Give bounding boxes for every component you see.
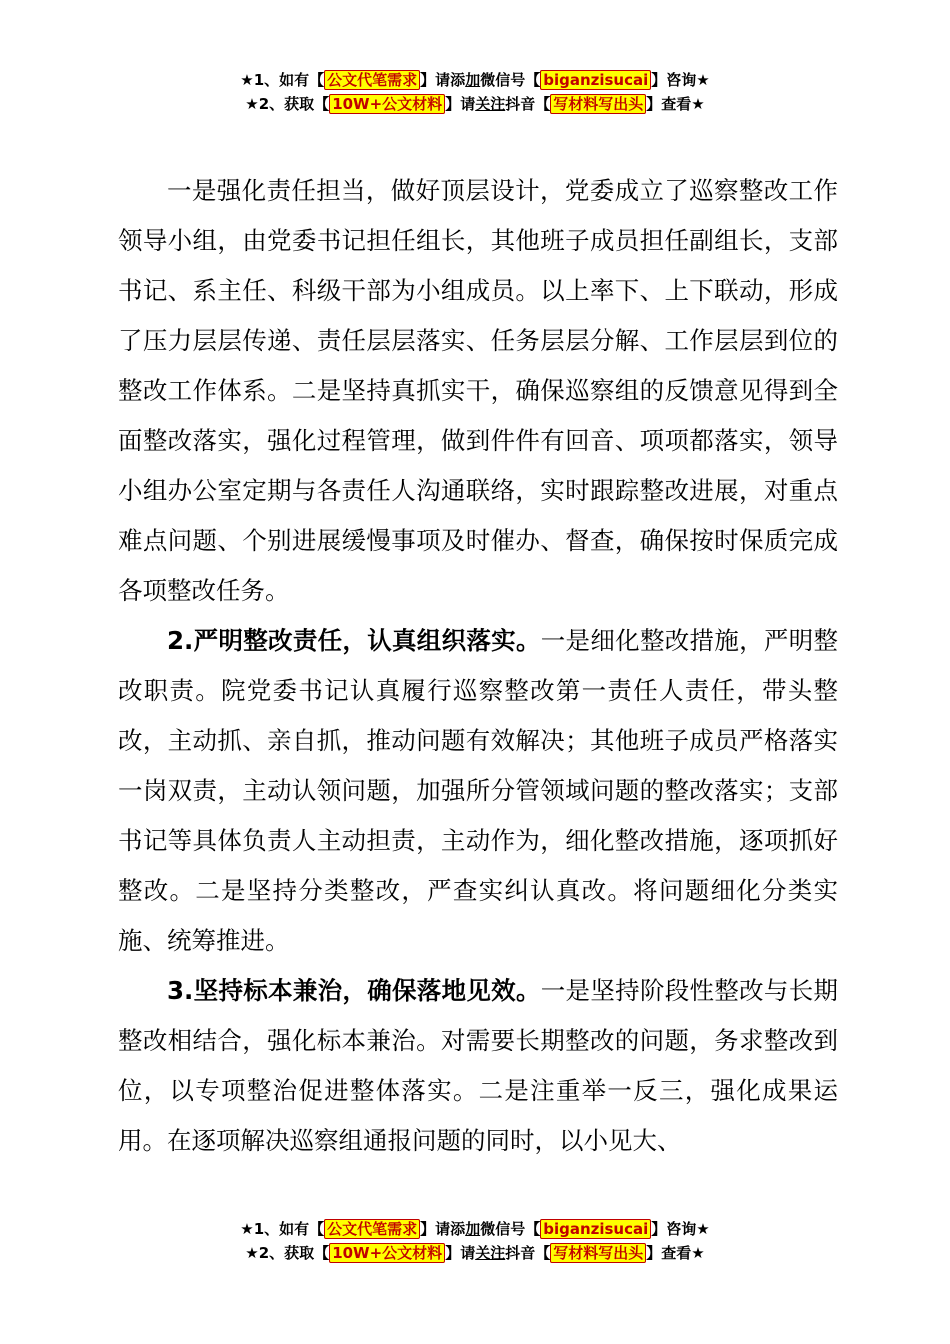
paragraph-3 xyxy=(118,966,838,1166)
wechat-id-tag: biganzisucai xyxy=(540,70,651,90)
highlight-tag: 公文代笔需求 xyxy=(324,1219,420,1239)
paragraph-3-heading: 3.坚持标本兼治，确保落地见效。 xyxy=(167,976,541,1005)
wechat-id-tag: biganzisucai xyxy=(540,1219,651,1239)
paragraph-3-body: 一是坚持阶段性整改与长期整改相结合，强化标本兼治。对需要长期整改的问题，务求整改到位，以专项整治促进整体落实。二是注重举一反三，强化成果运用。在逐项解决巡察组通报问题的同时，以小见大、 xyxy=(118,976,838,1155)
douyin-id-tag: 写材料写出头 xyxy=(550,1243,646,1263)
highlight-tag: 10W+公文材料 xyxy=(329,1243,445,1263)
footer-banner xyxy=(0,1217,950,1265)
highlight-tag: 10W+公文材料 xyxy=(329,94,445,114)
document-body xyxy=(118,166,838,1166)
paragraph-2-body: 一是细化整改措施，严明整改职责。院党委书记认真履行巡察整改第一责任人责任，带头整改，主动抓、亲自抓，推动问题有效解决；其他班子成员严格落实一岗双责，主动认领问题，加强所分管领域问题的整改落实；支部书记等具体负责人主动担责，主动作为，细化整改措施，逐项抓好整改。二是坚持分类整改，严查实纠认真改。将问题细化分类实施、统筹推进。 xyxy=(118,626,838,955)
paragraph-1: 一是强化责任担当，做好顶层设计，党委成立了巡察整改工作领导小组，由党委书记担任组长，其他班子成员担任副组长，支部书记、系主任、科级干部为小组成员。以上率下、上下联动，形成了压力层层传递、责任层层落实、任务层层分解、工作层层到位的整改工作体系。二是坚持真抓实干，确保巡察组的反馈意见得到全面整改落实，强化过程管理，做到件件有回音、项项都落实，领导小组办公室定期与各责任人沟通联络，实时跟踪整改进展，对重点难点问题、个别进展缓慢事项及时催办、督查，确保按时保质完成各项整改任务。 xyxy=(118,176,838,605)
douyin-id-tag: 写材料写出头 xyxy=(550,94,646,114)
paragraph-2 xyxy=(118,616,838,966)
highlight-tag: 公文代笔需求 xyxy=(324,70,420,90)
banner-line-2: ★2、获取【 10W+公文材料 】请关注抖音【 写材料写出头 】查看★ xyxy=(245,95,705,113)
banner-line-2: ★2、获取【 10W+公文材料 】请关注抖音【 写材料写出头 】查看★ xyxy=(245,1244,705,1262)
header-banner xyxy=(0,68,950,116)
banner-line-1: ★1、如有【 公文代笔需求 】请添加微信号【 biganzisucai 】咨询★ xyxy=(240,71,710,89)
paragraph-2-heading: 2.严明整改责任，认真组织落实。 xyxy=(167,626,541,655)
banner-line-1: ★1、如有【 公文代笔需求 】请添加微信号【 biganzisucai 】咨询★ xyxy=(240,1220,710,1238)
